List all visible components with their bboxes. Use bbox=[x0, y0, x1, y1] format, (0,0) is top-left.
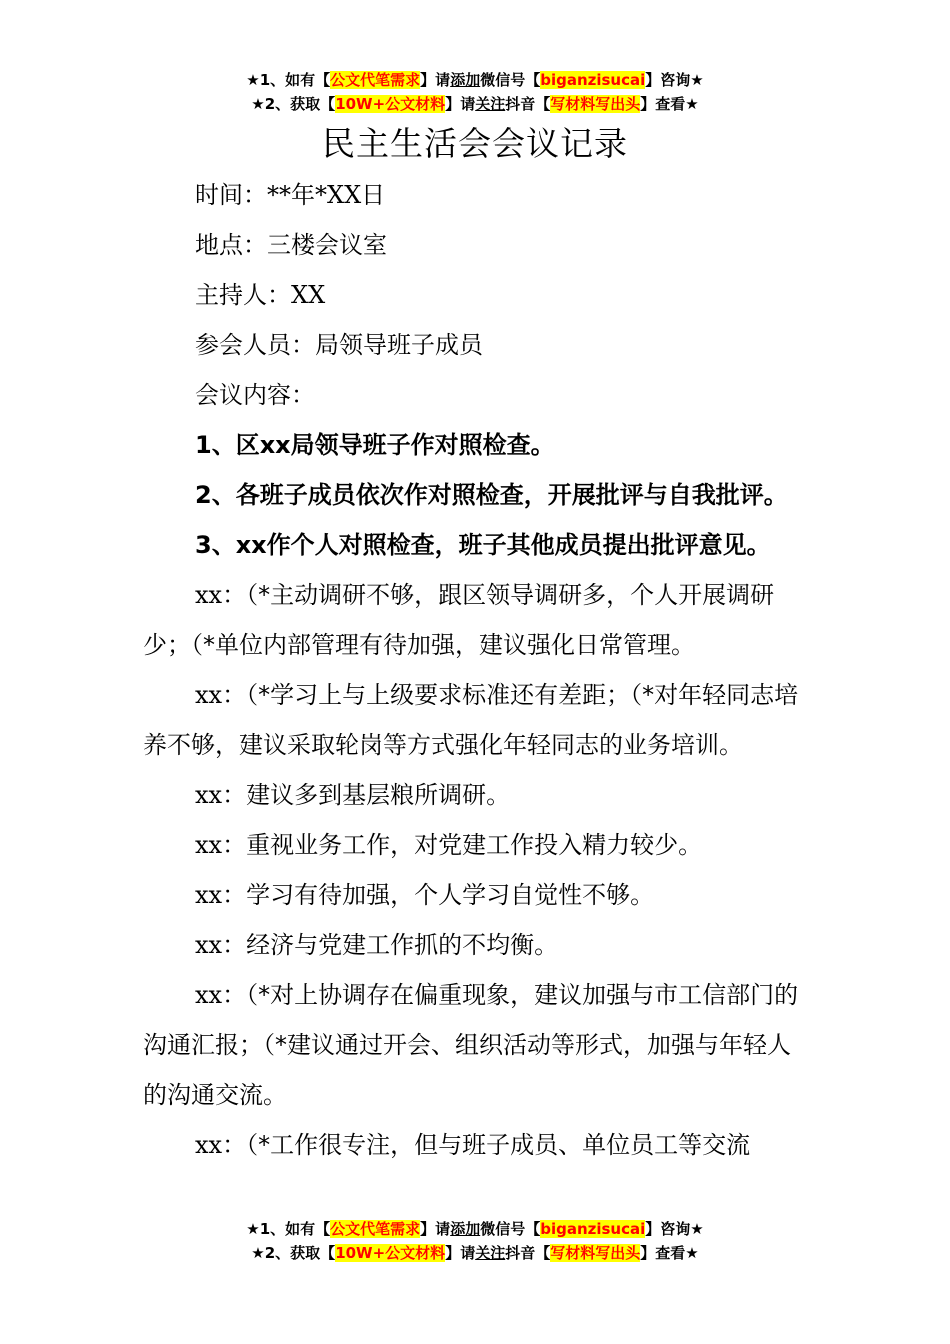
speaker-name: xx bbox=[195, 981, 223, 1009]
douyin-id-highlight: 写材料写出头 bbox=[550, 1244, 641, 1262]
comment-paragraph: xx：（*学习上与上级要求标准还有差距；（*对年轻同志培养不够，建议采取轮岗等方式强化年轻同志的业务培训。 bbox=[143, 681, 799, 759]
promo-line-1: ★1、如有【公文代笔需求】请添加微信号【biganzisucai】咨询★ bbox=[246, 1220, 704, 1238]
bottom-promo-banner bbox=[0, 1217, 950, 1265]
meta-attendees: 参会人员：局领导班子成员 bbox=[195, 331, 483, 359]
speaker-name: xx bbox=[195, 831, 223, 859]
meta-time: 时间：**年*XX日 bbox=[195, 181, 386, 209]
promo-highlight: 10W+公文材料 bbox=[335, 95, 446, 113]
promo-highlight: 公文代笔需求 bbox=[330, 1220, 421, 1238]
promo-highlight: 10W+公文材料 bbox=[335, 1244, 446, 1262]
meta-content-label: 会议内容： bbox=[195, 381, 315, 409]
wechat-id-highlight: biganzisucai bbox=[540, 1220, 646, 1238]
meta-host: 主持人：XX bbox=[195, 281, 326, 309]
comment-paragraph: xx：（*主动调研不够，跟区领导调研多，个人开展调研少；（*单位内部管理有待加强，建议强化日常管理。 bbox=[143, 581, 775, 659]
comment-paragraph: xx：经济与党建工作抓的不均衡。 bbox=[195, 931, 559, 959]
comment-paragraph: xx：（*对上协调存在偏重现象，建议加强与市工信部门的沟通汇报；（*建议通过开会、组织活动等形式，加强与年轻人的沟通交流。 bbox=[143, 981, 799, 1109]
speaker-name: xx bbox=[195, 1131, 223, 1159]
meta-place: 地点：三楼会议室 bbox=[195, 231, 387, 259]
speaker-name: xx bbox=[195, 781, 223, 809]
comment-paragraph: xx：建议多到基层粮所调研。 bbox=[195, 781, 511, 809]
douyin-id-highlight: 写材料写出头 bbox=[550, 95, 641, 113]
agenda-item: 3、xx作个人对照检查，班子其他成员提出批评意见。 bbox=[195, 531, 771, 559]
comment-paragraph: xx：学习有待加强，个人学习自觉性不够。 bbox=[195, 881, 655, 909]
agenda-item: 1、区xx局领导班子作对照检查。 bbox=[195, 431, 555, 459]
promo-highlight: 公文代笔需求 bbox=[330, 71, 421, 89]
top-promo-banner bbox=[0, 68, 950, 116]
promo-line-2: ★2、获取【10W+公文材料】请关注抖音【写材料写出头】查看★ bbox=[251, 1244, 699, 1262]
speaker-name: xx bbox=[195, 881, 223, 909]
promo-line-1: ★1、如有【公文代笔需求】请添加微信号【biganzisucai】咨询★ bbox=[246, 71, 704, 89]
comment-paragraph: xx：重视业务工作，对党建工作投入精力较少。 bbox=[195, 831, 703, 859]
agenda-item: 2、各班子成员依次作对照检查，开展批评与自我批评。 bbox=[195, 481, 788, 509]
speaker-name: xx bbox=[195, 581, 223, 609]
speaker-name: xx bbox=[195, 931, 223, 959]
document-body bbox=[143, 170, 811, 1170]
wechat-id-highlight: biganzisucai bbox=[540, 71, 646, 89]
document-title: 民主生活会会议记录 bbox=[322, 124, 628, 163]
speaker-name: xx bbox=[195, 681, 223, 709]
comment-paragraph: xx：（*工作很专注，但与班子成员、单位员工等交流 bbox=[195, 1131, 751, 1159]
promo-line-2: ★2、获取【10W+公文材料】请关注抖音【写材料写出头】查看★ bbox=[251, 95, 699, 113]
